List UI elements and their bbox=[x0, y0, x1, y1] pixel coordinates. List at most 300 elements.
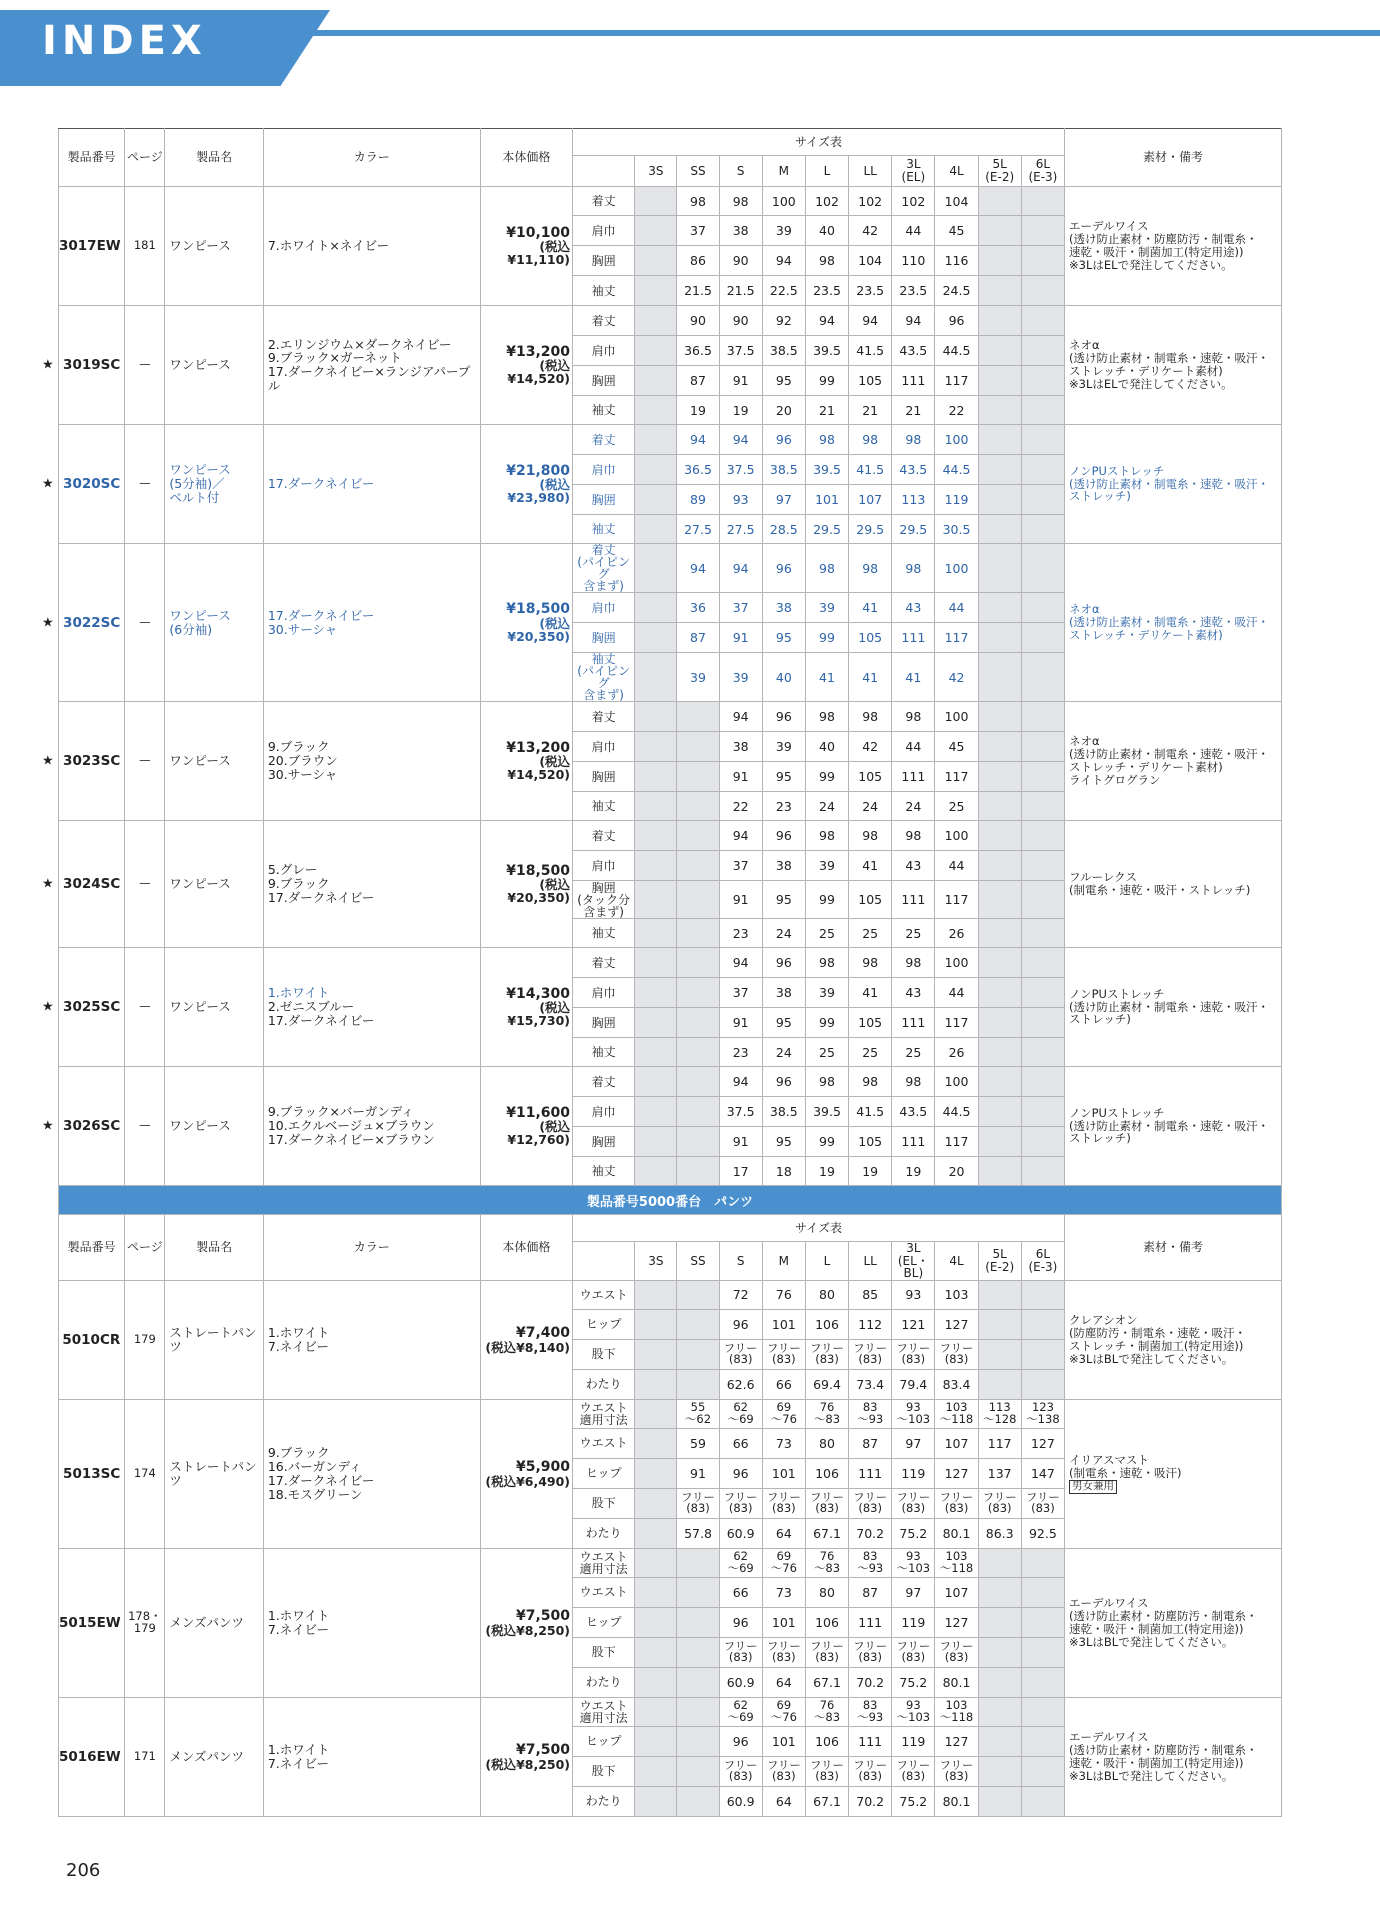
size-value: 38 bbox=[719, 732, 762, 762]
product-code bbox=[59, 1697, 125, 1816]
size-value: 57.8 bbox=[677, 1518, 719, 1548]
size-value: 94 bbox=[719, 1067, 762, 1097]
size-value bbox=[1021, 1577, 1064, 1607]
col-header-page: ページ bbox=[125, 129, 165, 187]
size-value: 94 bbox=[849, 306, 892, 336]
size-value: 117 bbox=[935, 366, 978, 396]
price-tax-included: (税込¥20,350) bbox=[507, 877, 571, 906]
table-row bbox=[59, 306, 1282, 336]
size-value bbox=[677, 792, 719, 821]
table-row bbox=[59, 1399, 1282, 1428]
product-colors bbox=[263, 1280, 480, 1399]
product-price bbox=[480, 187, 572, 306]
size-value bbox=[635, 1697, 677, 1726]
size-value: 20 bbox=[935, 1157, 978, 1186]
product-code-text: 5016EW bbox=[59, 1748, 121, 1765]
size-value: 99 bbox=[805, 366, 848, 396]
size-value bbox=[1021, 821, 1064, 851]
size-value: 96 bbox=[762, 1067, 805, 1097]
size-value bbox=[635, 1607, 677, 1637]
size-value bbox=[635, 1067, 677, 1097]
size-value: 25 bbox=[805, 919, 848, 948]
measure-label: ヒップ bbox=[573, 1607, 635, 1637]
price-base: ¥18,500 bbox=[506, 862, 571, 879]
size-value: 83 ～93 bbox=[849, 1697, 892, 1726]
size-value bbox=[978, 515, 1021, 544]
size-value bbox=[978, 653, 1021, 702]
size-value: 44.5 bbox=[935, 455, 978, 485]
product-colors bbox=[263, 1399, 480, 1548]
size-value: 107 bbox=[935, 1577, 978, 1607]
size-value bbox=[635, 1008, 677, 1038]
size-value bbox=[978, 425, 1021, 455]
size-value: 94 bbox=[719, 702, 762, 732]
measure-label: 胸囲 bbox=[573, 246, 635, 276]
size-value: フリー (83) bbox=[762, 1637, 805, 1667]
size-value bbox=[1021, 246, 1064, 276]
product-price bbox=[480, 948, 572, 1067]
size-value: 23.5 bbox=[805, 276, 848, 306]
size-value: 96 bbox=[762, 544, 805, 593]
size-value bbox=[677, 1309, 719, 1339]
size-value: 113 bbox=[892, 485, 935, 515]
color-option: 9.ブラック bbox=[267, 876, 330, 892]
size-value bbox=[635, 485, 677, 515]
size-value: 96 bbox=[762, 702, 805, 732]
size-value bbox=[635, 216, 677, 246]
size-value bbox=[677, 1667, 719, 1697]
size-value: 41 bbox=[849, 851, 892, 881]
col-header-page: ページ bbox=[125, 1215, 165, 1281]
size-value: 41 bbox=[849, 593, 892, 623]
size-value: 44.5 bbox=[935, 1097, 978, 1127]
size-value bbox=[1021, 1280, 1064, 1309]
size-value bbox=[677, 948, 719, 978]
size-value: 76 ～83 bbox=[805, 1548, 848, 1577]
measure-label: 胸囲 bbox=[573, 485, 635, 515]
product-code bbox=[59, 1548, 125, 1697]
size-value: 19 bbox=[719, 396, 762, 425]
size-value: 73 bbox=[762, 1428, 805, 1458]
size-value: 98 bbox=[805, 821, 848, 851]
product-code bbox=[42, 425, 125, 544]
product-code bbox=[42, 1067, 125, 1186]
size-value: 98 bbox=[849, 544, 892, 593]
size-value bbox=[677, 1127, 719, 1157]
size-value: 100 bbox=[762, 187, 805, 216]
price-tax-included: (税込¥8,250) bbox=[485, 1622, 571, 1638]
size-value: 70.2 bbox=[849, 1518, 892, 1548]
size-value bbox=[677, 762, 719, 792]
size-value bbox=[677, 1008, 719, 1038]
size-value: 98 bbox=[849, 702, 892, 732]
size-value: 86 bbox=[677, 246, 719, 276]
size-value: 119 bbox=[892, 1607, 935, 1637]
size-value: 64 bbox=[762, 1518, 805, 1548]
product-material bbox=[1065, 1548, 1282, 1697]
size-value: 90 bbox=[677, 306, 719, 336]
size-value: フリー (83) bbox=[935, 1637, 978, 1667]
size-value bbox=[978, 336, 1021, 366]
measure-label: 着丈 bbox=[573, 425, 635, 455]
size-value bbox=[978, 1607, 1021, 1637]
size-value: 91 bbox=[719, 1008, 762, 1038]
color-option: 9.ブラック bbox=[267, 1445, 330, 1461]
product-price bbox=[480, 306, 572, 425]
col-header-size-table: サイズ表 bbox=[573, 1215, 1065, 1242]
size-value bbox=[1021, 1607, 1064, 1637]
product-colors bbox=[263, 1067, 480, 1186]
table-row bbox=[59, 948, 1282, 978]
size-value bbox=[978, 216, 1021, 246]
size-value: 39 bbox=[805, 593, 848, 623]
material-text: クレアシオン (防塵防汚・制電糸・速乾・吸汗・ ストレッチ・制菌加工(特定用途)) ※3LはBLで発注してください。 bbox=[1069, 1313, 1247, 1366]
table-row bbox=[59, 1280, 1282, 1309]
size-value bbox=[978, 948, 1021, 978]
col-header-price: 本体価格 bbox=[480, 129, 572, 187]
product-page: — bbox=[125, 1067, 165, 1186]
product-name: ワンピース bbox=[165, 1067, 263, 1186]
size-value: 99 bbox=[805, 762, 848, 792]
size-value: 37.5 bbox=[719, 455, 762, 485]
size-value: 38.5 bbox=[762, 1097, 805, 1127]
size-value: 105 bbox=[849, 881, 892, 919]
price-base: ¥13,200 bbox=[506, 739, 571, 756]
size-value: 67.1 bbox=[805, 1518, 848, 1548]
size-value: 26 bbox=[935, 919, 978, 948]
size-value: 73 bbox=[762, 1577, 805, 1607]
col-header-size: 5L (E-2) bbox=[978, 1242, 1021, 1281]
size-value: フリー (83) bbox=[719, 1339, 762, 1369]
size-value: 75.2 bbox=[892, 1786, 935, 1816]
size-value bbox=[677, 1607, 719, 1637]
size-value: フリー (83) bbox=[677, 1488, 719, 1518]
size-value: 98 bbox=[849, 821, 892, 851]
size-value bbox=[635, 702, 677, 732]
size-value: 94 bbox=[805, 306, 848, 336]
color-option: 1.ホワイト bbox=[267, 1742, 330, 1758]
size-value bbox=[1021, 1097, 1064, 1127]
product-page: — bbox=[125, 425, 165, 544]
size-value bbox=[978, 366, 1021, 396]
size-value bbox=[1021, 1786, 1064, 1816]
material-text: イリアスマスト (制電糸・速乾・吸汗) bbox=[1069, 1452, 1182, 1480]
col-header-material: 素材・備考 bbox=[1065, 129, 1282, 187]
size-value: 19 bbox=[892, 1157, 935, 1186]
size-value: 22.5 bbox=[762, 276, 805, 306]
size-value: 147 bbox=[1021, 1458, 1064, 1488]
size-value: 44 bbox=[892, 216, 935, 246]
size-value: 98 bbox=[849, 1067, 892, 1097]
size-value bbox=[1021, 1157, 1064, 1186]
size-value bbox=[978, 1756, 1021, 1786]
size-value bbox=[1021, 1008, 1064, 1038]
product-name: ストレートパンツ bbox=[165, 1399, 263, 1548]
size-value bbox=[635, 1458, 677, 1488]
size-value: 36.5 bbox=[677, 455, 719, 485]
size-value bbox=[677, 1067, 719, 1097]
header-row bbox=[59, 1215, 1282, 1242]
size-value bbox=[677, 1339, 719, 1369]
size-value bbox=[978, 1127, 1021, 1157]
size-value bbox=[635, 623, 677, 653]
header-row bbox=[59, 129, 1282, 156]
measure-label: 肩巾 bbox=[573, 216, 635, 246]
size-value bbox=[635, 544, 677, 593]
color-option: 7.ネイビー bbox=[267, 1621, 329, 1637]
product-colors bbox=[263, 187, 480, 306]
size-value: 44 bbox=[935, 593, 978, 623]
size-value: 87 bbox=[849, 1577, 892, 1607]
star-icon: ★ bbox=[42, 1118, 54, 1134]
size-value bbox=[978, 1726, 1021, 1756]
size-value: 17 bbox=[719, 1157, 762, 1186]
size-value: 98 bbox=[805, 246, 848, 276]
size-value: 96 bbox=[719, 1726, 762, 1756]
size-value bbox=[1021, 653, 1064, 702]
size-value: 27.5 bbox=[677, 515, 719, 544]
size-value: 95 bbox=[762, 1127, 805, 1157]
color-option: 17.ダークネイビー bbox=[267, 607, 375, 623]
size-value bbox=[1021, 1726, 1064, 1756]
col-header-blank bbox=[573, 1242, 635, 1281]
color-option: 2.ゼニスブルー bbox=[267, 999, 355, 1015]
measure-label: 肩巾 bbox=[573, 1097, 635, 1127]
measure-label: わたり bbox=[573, 1667, 635, 1697]
star-icon: ★ bbox=[42, 753, 54, 769]
color-option: 7.ネイビー bbox=[267, 1338, 329, 1354]
size-value: 111 bbox=[892, 623, 935, 653]
size-value: 67.1 bbox=[805, 1667, 848, 1697]
size-value bbox=[1021, 1697, 1064, 1726]
size-value: 83.4 bbox=[935, 1369, 978, 1399]
material-text: エーデルワイス (透け防止素材・防塵防汚・制電糸・ 速乾・吸汗・制菌加工(特定用途)) ※3LはELで発注してください。 bbox=[1069, 219, 1258, 272]
price-base: ¥7,400 bbox=[516, 1324, 571, 1341]
price-base: ¥7,500 bbox=[516, 1607, 571, 1624]
measure-label: ウエスト 適用寸法 bbox=[573, 1399, 635, 1428]
color-option: 17.ダークネイビー bbox=[267, 889, 375, 905]
size-value: 95 bbox=[762, 762, 805, 792]
price-tax-included: (税込¥20,350) bbox=[507, 615, 571, 644]
size-value: 37.5 bbox=[719, 1097, 762, 1127]
size-value: 38 bbox=[762, 978, 805, 1008]
product-code-text: 5015EW bbox=[59, 1614, 121, 1631]
size-value bbox=[635, 1127, 677, 1157]
product-code-text: 3022SC bbox=[63, 614, 121, 631]
product-material bbox=[1065, 1697, 1282, 1816]
size-value: 98 bbox=[805, 544, 848, 593]
color-option: 16.バーガンディ bbox=[267, 1459, 362, 1475]
size-value: 99 bbox=[805, 623, 848, 653]
size-value: 70.2 bbox=[849, 1667, 892, 1697]
measure-label: 袖丈 bbox=[573, 919, 635, 948]
size-value: 91 bbox=[719, 623, 762, 653]
size-value bbox=[1021, 366, 1064, 396]
table-row bbox=[59, 1067, 1282, 1097]
product-code-text: 3020SC bbox=[63, 476, 121, 492]
size-value: 105 bbox=[849, 1127, 892, 1157]
measure-label: 着丈 bbox=[573, 1067, 635, 1097]
size-value bbox=[978, 187, 1021, 216]
size-value: 75.2 bbox=[892, 1518, 935, 1548]
size-value: 117 bbox=[935, 1008, 978, 1038]
size-value: 95 bbox=[762, 1008, 805, 1038]
product-material bbox=[1065, 702, 1282, 821]
size-value bbox=[978, 544, 1021, 593]
size-value: 64 bbox=[762, 1786, 805, 1816]
size-value: 98 bbox=[892, 425, 935, 455]
size-value: 92 bbox=[762, 306, 805, 336]
size-value: 23.5 bbox=[849, 276, 892, 306]
size-value: フリー (83) bbox=[892, 1488, 935, 1518]
size-value: 96 bbox=[762, 948, 805, 978]
product-name: ワンピース (6分袖) bbox=[165, 544, 263, 702]
table-row bbox=[59, 1548, 1282, 1577]
size-value: 19 bbox=[677, 396, 719, 425]
size-value: フリー (83) bbox=[762, 1488, 805, 1518]
size-value bbox=[677, 881, 719, 919]
product-price bbox=[480, 1697, 572, 1816]
product-name: メンズパンツ bbox=[165, 1697, 263, 1816]
measure-label: 袖丈 bbox=[573, 515, 635, 544]
size-value: 100 bbox=[935, 544, 978, 593]
size-value: 80.1 bbox=[935, 1786, 978, 1816]
size-value: 110 bbox=[892, 246, 935, 276]
size-value: 95 bbox=[762, 366, 805, 396]
size-value: 22 bbox=[719, 792, 762, 821]
size-value: 117 bbox=[935, 1127, 978, 1157]
product-page: 181 bbox=[125, 187, 165, 306]
size-value: 100 bbox=[935, 1067, 978, 1097]
size-value: 44 bbox=[935, 851, 978, 881]
measure-label: わたり bbox=[573, 1518, 635, 1548]
size-value: 28.5 bbox=[762, 515, 805, 544]
color-option: 17.ダークネイビー×ランジアパープル bbox=[267, 364, 471, 393]
size-value: 94 bbox=[719, 821, 762, 851]
size-value: 22 bbox=[935, 396, 978, 425]
size-value: 93 ～103 bbox=[892, 1399, 935, 1428]
product-page: 174 bbox=[125, 1399, 165, 1548]
measure-label: 袖丈 bbox=[573, 792, 635, 821]
size-value: 39.5 bbox=[805, 336, 848, 366]
size-value bbox=[635, 851, 677, 881]
product-code bbox=[42, 544, 125, 702]
material-text: ノンPUストレッチ (透け防止素材・制電糸・速乾・吸汗・ ストレッチ) bbox=[1069, 1105, 1270, 1146]
table-row bbox=[59, 821, 1282, 851]
size-value: 73.4 bbox=[849, 1369, 892, 1399]
size-value bbox=[635, 1097, 677, 1127]
size-value: 39.5 bbox=[805, 455, 848, 485]
size-value: 91 bbox=[719, 881, 762, 919]
size-value: 39 bbox=[762, 732, 805, 762]
size-value: 21 bbox=[849, 396, 892, 425]
size-value bbox=[635, 1786, 677, 1816]
size-value bbox=[635, 732, 677, 762]
measure-label: 袖丈 (パイピング 含まず) bbox=[573, 653, 635, 702]
size-value bbox=[635, 1637, 677, 1667]
size-value bbox=[635, 246, 677, 276]
size-value: 64 bbox=[762, 1667, 805, 1697]
price-tax-included: (税込¥15,730) bbox=[507, 1000, 571, 1029]
size-value bbox=[635, 1488, 677, 1518]
size-value bbox=[978, 455, 1021, 485]
size-value bbox=[635, 276, 677, 306]
size-value: 37.5 bbox=[719, 336, 762, 366]
size-value: 76 bbox=[762, 1280, 805, 1309]
size-value: 40 bbox=[762, 653, 805, 702]
size-value bbox=[978, 792, 1021, 821]
size-value: 95 bbox=[762, 881, 805, 919]
size-value: フリー (83) bbox=[849, 1756, 892, 1786]
size-value: 103 ～118 bbox=[935, 1399, 978, 1428]
color-option: 1.ホワイト bbox=[267, 1325, 330, 1341]
size-value: 41 bbox=[892, 653, 935, 702]
section-header-pants: 製品番号5000番台 パンツ bbox=[59, 1186, 1282, 1215]
size-value: 98 bbox=[677, 187, 719, 216]
size-value bbox=[635, 336, 677, 366]
size-value bbox=[1021, 1067, 1064, 1097]
size-value: 94 bbox=[719, 544, 762, 593]
size-value: 37 bbox=[719, 851, 762, 881]
col-header-size: SS bbox=[677, 156, 719, 187]
product-colors bbox=[263, 1697, 480, 1816]
size-value: 27.5 bbox=[719, 515, 762, 544]
col-header-name: 製品名 bbox=[165, 1215, 263, 1281]
size-value: 21.5 bbox=[677, 276, 719, 306]
size-value bbox=[978, 1067, 1021, 1097]
price-base: ¥14,300 bbox=[506, 985, 571, 1002]
measure-label: 股下 bbox=[573, 1637, 635, 1667]
size-value: 99 bbox=[805, 1008, 848, 1038]
size-value: 43 bbox=[892, 593, 935, 623]
size-value bbox=[978, 851, 1021, 881]
price-tax-included: (税込¥23,980) bbox=[507, 477, 571, 506]
size-value: 111 bbox=[892, 366, 935, 396]
size-value: 44 bbox=[935, 978, 978, 1008]
size-value: 37 bbox=[719, 593, 762, 623]
size-value: 21.5 bbox=[719, 276, 762, 306]
size-value: 86.3 bbox=[978, 1518, 1021, 1548]
size-value: フリー (83) bbox=[935, 1339, 978, 1369]
size-value bbox=[635, 762, 677, 792]
measure-label: 着丈 bbox=[573, 821, 635, 851]
size-value bbox=[1021, 702, 1064, 732]
size-value: 111 bbox=[849, 1726, 892, 1756]
size-value bbox=[677, 1756, 719, 1786]
size-value: 127 bbox=[935, 1309, 978, 1339]
color-option: 30.サーシャ bbox=[267, 621, 338, 637]
col-header-size: 6L (E-3) bbox=[1021, 1242, 1064, 1281]
product-code-text: 3023SC bbox=[63, 753, 121, 769]
size-value bbox=[978, 306, 1021, 336]
size-value bbox=[978, 1637, 1021, 1667]
size-value: 41.5 bbox=[849, 455, 892, 485]
size-value bbox=[1021, 948, 1064, 978]
size-value: 96 bbox=[719, 1458, 762, 1488]
star-icon: ★ bbox=[42, 999, 54, 1015]
size-value bbox=[677, 1786, 719, 1816]
size-value: 83 ～93 bbox=[849, 1548, 892, 1577]
size-value: 93 bbox=[719, 485, 762, 515]
size-value: 42 bbox=[935, 653, 978, 702]
size-value: 98 bbox=[892, 544, 935, 593]
measure-label: 肩巾 bbox=[573, 732, 635, 762]
size-value: 39 bbox=[762, 216, 805, 246]
size-value: 104 bbox=[935, 187, 978, 216]
size-value bbox=[677, 1097, 719, 1127]
size-value: 100 bbox=[935, 702, 978, 732]
product-code bbox=[59, 187, 125, 306]
